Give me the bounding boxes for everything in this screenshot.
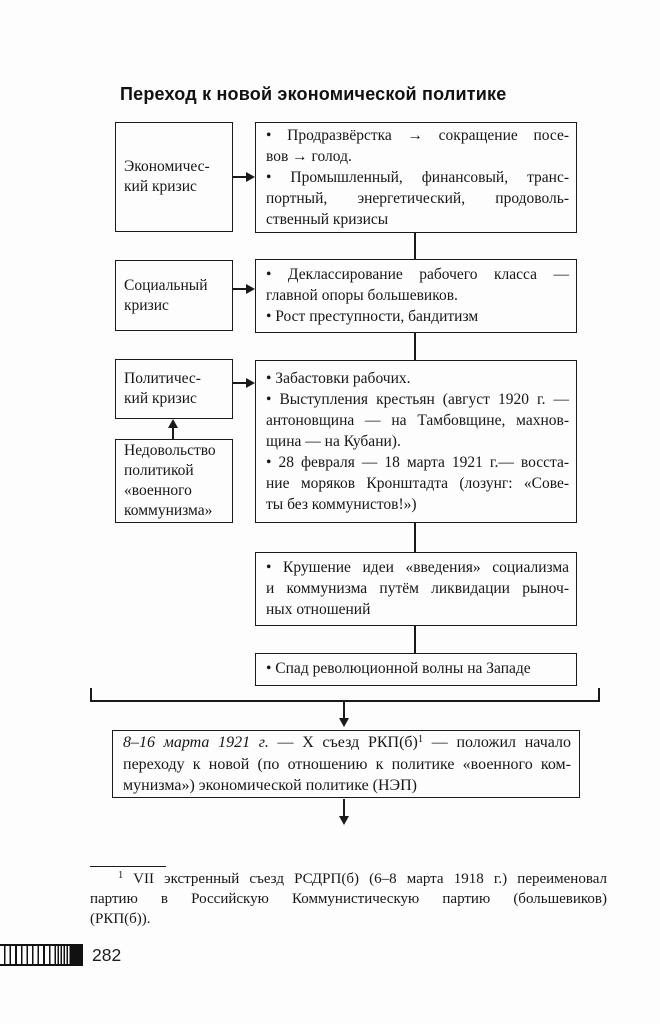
- nep-result-text: [113, 731, 579, 797]
- war-communism-discontent-box: [115, 439, 233, 523]
- economic-crisis-details-box: [255, 122, 577, 233]
- war-communism-discontent-label: Недовольство политикой «военного коммунизма»: [124, 442, 216, 519]
- print-calibration-strip: [0, 944, 83, 966]
- down-arrow-connector: [338, 799, 350, 825]
- footnote-line2: партию в Российскую Коммунистическую партию (большевиков): [90, 891, 607, 907]
- right-arrow-connector: [233, 282, 255, 296]
- nep-result-line3: мунизма») экономической политике (НЭП): [123, 777, 417, 794]
- down-arrow-connector: [338, 701, 350, 727]
- revolutionary-wave-decline-text: • Спад революционной волны на Западе: [266, 660, 531, 677]
- socialism-idea-collapse-text: • Крушение идеи «введения» социализма и коммунизма путём ликвидации рыноч- ных отношений: [266, 559, 569, 618]
- footnote-rule: [90, 866, 166, 867]
- economic-crisis-details-text: • Продразвёрстка → сокращение посе- вов → голод. • Промышленный, финансовый, транс- портный, энергетический, продоволь- ственный кризисы: [266, 127, 569, 228]
- vertical-connector: [414, 626, 416, 653]
- social-crisis-details-box: [255, 259, 577, 333]
- merge-bracket-left-tick: [90, 688, 92, 701]
- revolutionary-wave-decline-box: [255, 653, 577, 686]
- merge-bracket-right-tick: [598, 688, 600, 701]
- page-title: Переход к новой экономической политике: [120, 84, 507, 104]
- political-crisis-details-box: [255, 360, 577, 523]
- footnote-line1: [90, 869, 607, 889]
- nep-result-line1-end: — положил начало: [423, 734, 571, 751]
- footnote-line3: (РКП(б)).: [90, 911, 151, 927]
- nep-result-line2: переходу к новой (по отношению к политике «военного ком-: [123, 755, 571, 773]
- congress-name: — X съезд РКП(б): [268, 734, 418, 751]
- nep-result-line1: [123, 732, 571, 754]
- right-arrow-connector: [233, 170, 255, 184]
- footnote-mark: 1: [417, 734, 424, 745]
- print-strip-solid-section: [70, 946, 83, 964]
- socialism-idea-collapse-box: [255, 552, 577, 626]
- congress-date: 8–16 марта 1921 г.: [123, 734, 269, 751]
- vertical-connector: [414, 523, 416, 552]
- nep-result-box: [112, 730, 580, 798]
- page-number: 282: [92, 945, 122, 965]
- print-strip-dense-section: [53, 946, 70, 964]
- footnote: [90, 869, 607, 929]
- economic-crisis-box: [115, 122, 233, 232]
- vertical-connector: [414, 333, 416, 360]
- political-crisis-details-text: • Забастовки рабочих. • Выступления крестьян (август 1920 г. — антоновщина — на Тамбовщине, махнов- щина — на Кубани). • 28 февраля — 18 марта 1921 г.— восста- ние моряков Кронштадта (лозунг: «Сове- ты без коммунистов!»): [266, 370, 569, 513]
- up-arrow-connector: [167, 419, 179, 439]
- vertical-connector: [414, 233, 416, 259]
- economic-crisis-label: Экономичес- кий кризис: [124, 158, 210, 195]
- political-crisis-label: Политичес- кий кризис: [124, 370, 201, 407]
- social-crisis-box: [115, 260, 233, 331]
- right-arrow-connector: [233, 376, 255, 390]
- social-crisis-label: Социальный кризис: [124, 276, 208, 314]
- social-crisis-details-text: • Деклассирование рабочего класса — главной опоры большевиков. • Рост преступности, бандитизм: [266, 266, 569, 325]
- footnote-line1-text: VII экстренный съезд РСДРП(б) (6–8 марта 1918 г.) переименовал: [123, 871, 607, 887]
- political-crisis-box: [115, 359, 233, 419]
- footnote-mark: 1: [118, 870, 124, 881]
